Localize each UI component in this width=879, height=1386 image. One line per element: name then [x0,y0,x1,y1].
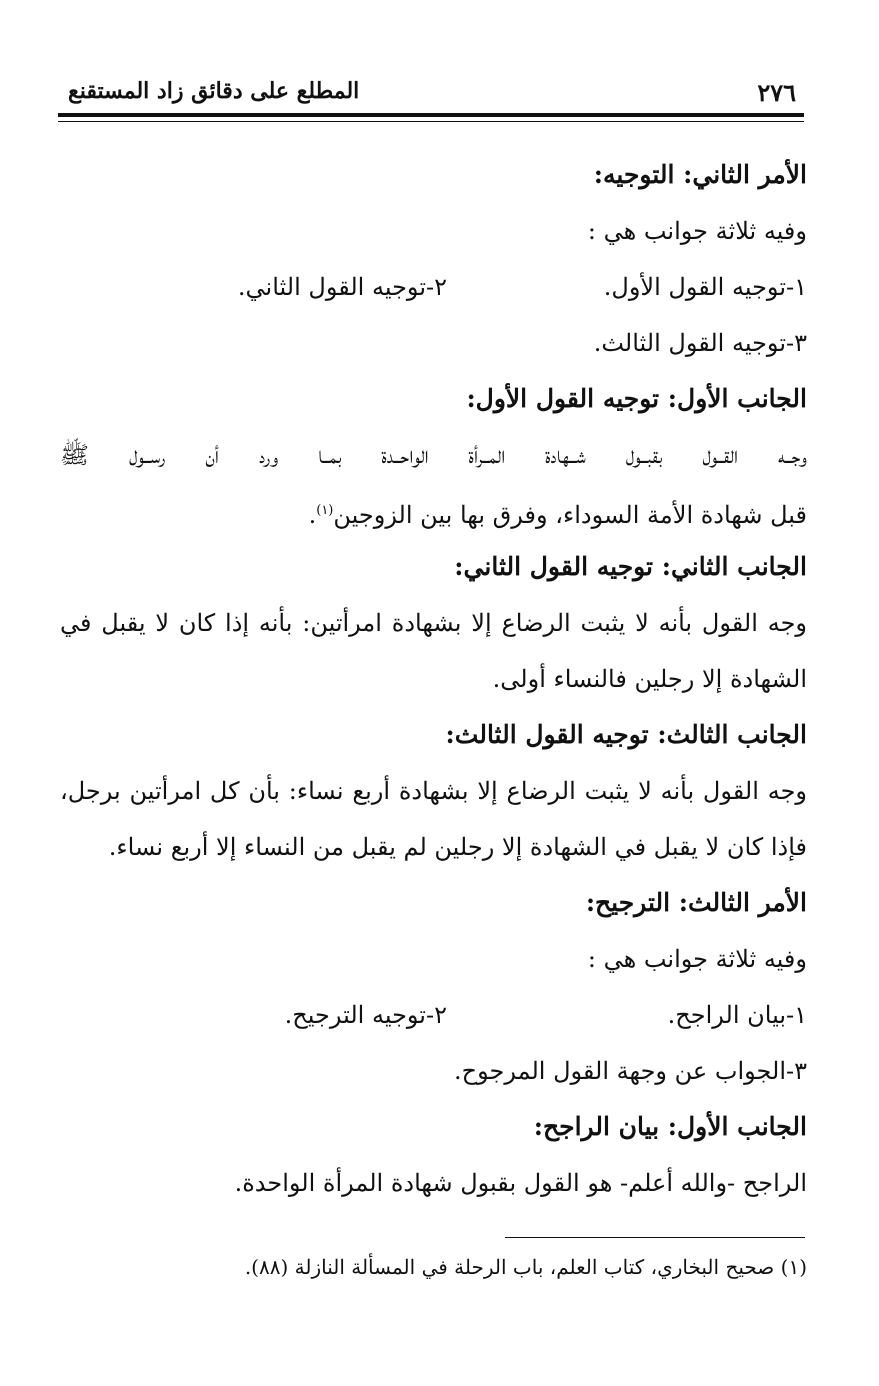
paragraph-line: وفيه ثلاثة جوانب هي : [587,217,807,245]
list-item: ٢-توجيه الترجيح. [284,1001,447,1029]
subsection-heading: الجانب الأول: بيان الراجح: [533,1112,807,1141]
list-item: ٣-الجواب عن وجهة القول المرجوح. [453,1057,807,1085]
section-heading: الأمر الثاني: التوجيه: [593,160,807,189]
paragraph-line: الشهادة إلا رجلين فالنساء أولى. [492,665,807,693]
paragraph-line: وجه القول بأنه لا يثبت الرضاع إلا بشهادة أربع نساء: بأن كل امرأتين برجل، [60,777,807,805]
paragraph-line [60,486,807,536]
header-rule-thin [58,121,804,122]
subsection-heading: الجانب الثاني: توجيه القول الثاني: [454,552,807,581]
list-item: ١-بيان الراجح. [667,1001,807,1029]
list-row [60,262,807,312]
paragraph-line: وجــه القــول بقبــول شــهادة المــرأة الواحــدة بمــا ورد أن رســول ﷺ [60,441,807,469]
header-rule-thick [58,113,804,117]
footnote-separator [505,1237,805,1238]
running-title: المطلع على دقائق زاد المستقنع [68,78,360,104]
footnote: (١) صحيح البخاري، كتاب العلم، باب الرحلة في المسألة النازلة (٨٨). [244,1255,807,1279]
subsection-heading: الجانب الثالث: توجيه القول الثالث: [445,720,807,749]
paragraph-line: الراجح -والله أعلم- هو القول بقبول شهادة المرأة الواحدة. [234,1169,807,1197]
page-header [58,74,804,114]
section-heading: الأمر الثالث: الترجيح: [585,888,807,917]
footnote-ref: (١) [316,503,334,518]
list-item: ٣-توجيه القول الثالث. [593,329,807,357]
list-item: ١-توجيه القول الأول. [603,273,807,301]
paragraph-line: فإذا كان لا يقبل في الشهادة إلا رجلين لم يقبل من النساء إلا أربع نساء. [108,833,807,861]
paragraph-line: وجه القول بأنه لا يثبت الرضاع إلا بشهادة امرأتين: بأنه إذا كان لا يقبل في [60,609,807,637]
subsection-heading: الجانب الأول: توجيه القول الأول: [466,384,807,413]
list-row [60,990,807,1040]
paragraph-text: . [308,501,317,529]
page-number: ٢٧٦ [757,78,796,107]
list-item: ٢-توجيه القول الثاني. [237,273,447,301]
paragraph-text: قبل شهادة الأمة السوداء، وفرق بها بين الزوجين [333,501,807,529]
paragraph-line: وفيه ثلاثة جوانب هي : [587,945,807,973]
